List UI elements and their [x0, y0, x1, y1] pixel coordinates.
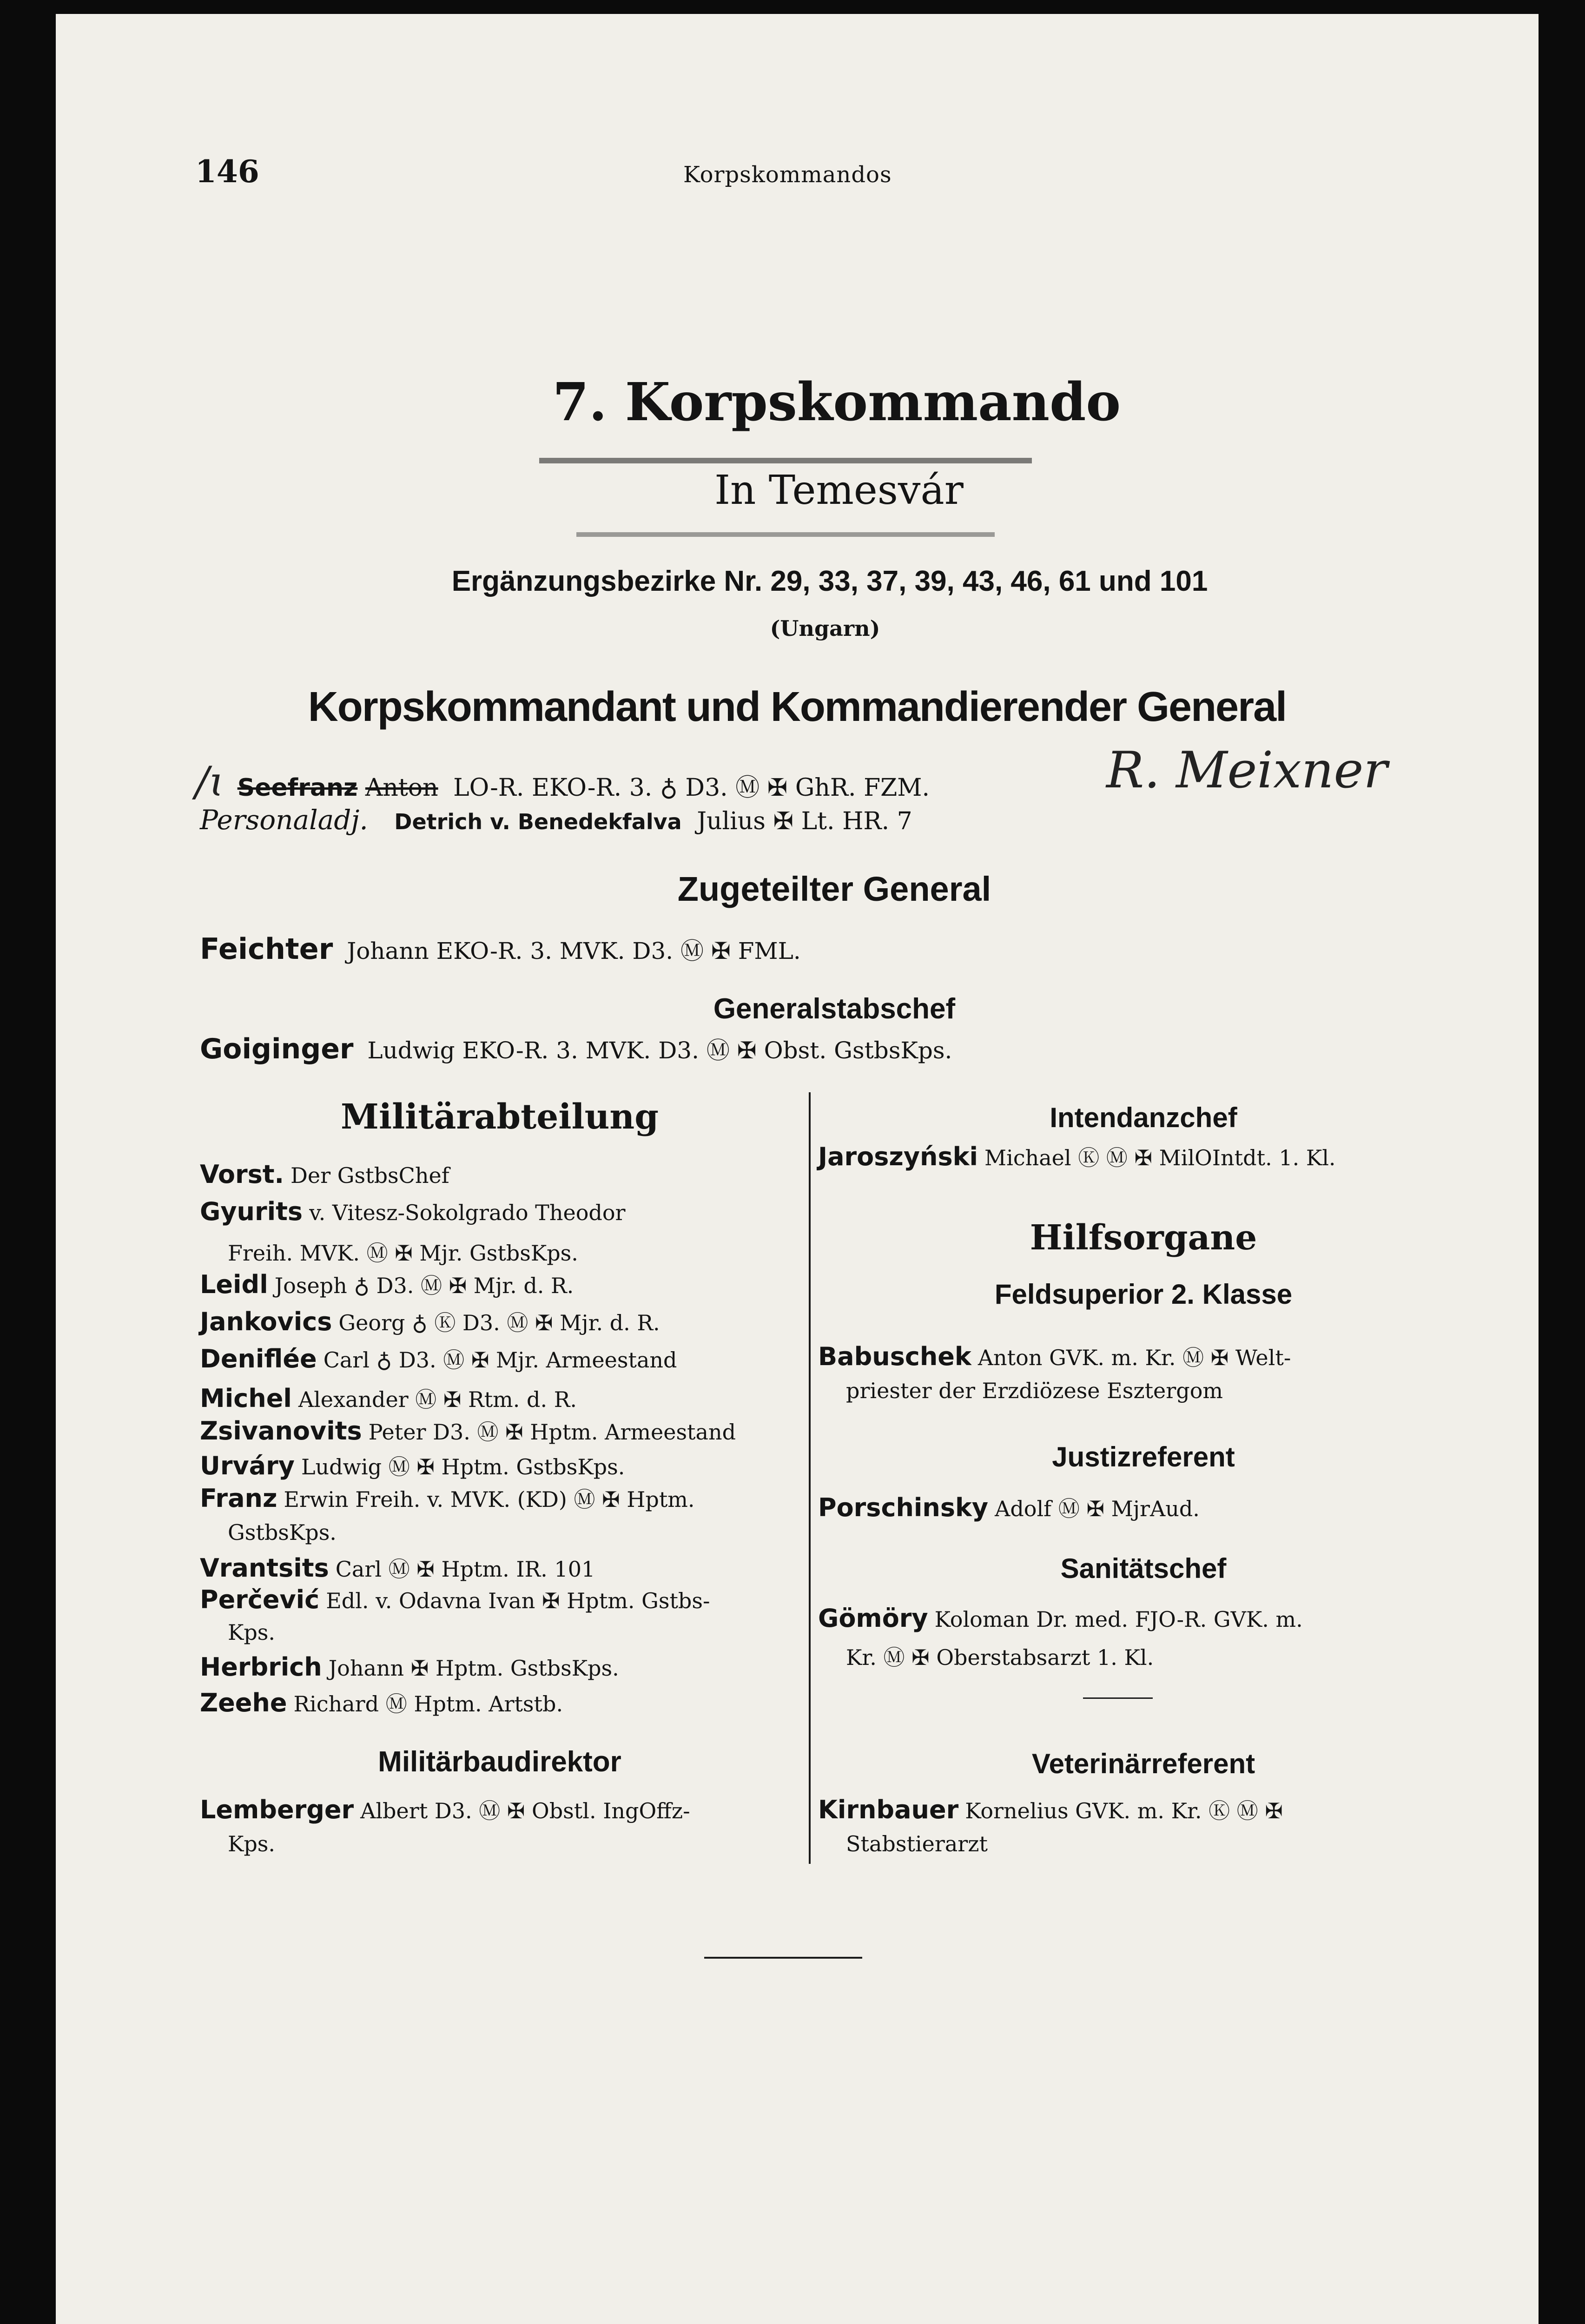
title-rule	[539, 458, 1032, 463]
list-item	[200, 1160, 449, 1189]
person-name: Leidl	[200, 1270, 268, 1299]
commander-heading: Korpskommandant und Kommandierender General	[308, 684, 1287, 730]
person-name: Franz	[200, 1484, 277, 1513]
list-item	[846, 1378, 1223, 1403]
document-page	[56, 14, 1539, 2324]
person-name: Perčević	[200, 1585, 320, 1614]
entry-details: Carl ♁ D3. Ⓜ ✠ Mjr. Armeestand	[323, 1347, 677, 1373]
person-name: Babuschek	[818, 1342, 971, 1371]
person-name: Vorst.	[200, 1160, 284, 1189]
adjutant-details: Julius ✠ Lt. HR. 7	[697, 807, 912, 835]
entry-details: Ludwig Ⓜ ✠ Hptm. GstbsKps.	[301, 1454, 625, 1479]
list-item	[228, 1520, 337, 1545]
list-item	[200, 1552, 595, 1583]
list-item	[200, 1483, 695, 1513]
page-number: 146	[195, 153, 259, 190]
entry-details: Koloman Dr. med. FJO-R. GVK. m.	[934, 1607, 1303, 1632]
left-column	[200, 1083, 799, 1882]
feldsuperior-heading: Feldsuperior 2. Klasse	[994, 1279, 1293, 1310]
list-item	[846, 1831, 988, 1856]
entry-details: Anton GVK. m. Kr. Ⓜ ✠ Welt-	[977, 1345, 1291, 1370]
entry-details: v. Vitesz-Sokolgrado Theodor	[309, 1200, 626, 1225]
entry-details: Freih. MVK. Ⓜ ✠ Mjr. GstbsKps.	[228, 1241, 578, 1266]
districts: Ergänzungsbezirke Nr. 29, 33, 37, 39, 43, 46, 61 und 101	[451, 565, 1208, 597]
entry-details: Kornelius GVK. m. Kr. Ⓚ Ⓜ ✠	[965, 1798, 1283, 1823]
assigned-details: Johann EKO-R. 3. MVK. D3. Ⓜ ✠ FML.	[347, 938, 801, 964]
entry-details: Kps.	[228, 1831, 276, 1856]
baudirektor-heading: Militärbaudirektor	[378, 1746, 621, 1778]
section-title: 7. Korpskommando	[552, 372, 1121, 433]
commander-name: Seefranz	[237, 774, 358, 802]
list-item	[200, 1585, 710, 1614]
commander-details: LO-R. EKO-R. 3. ♁ D3. Ⓜ ✠ GhR. FZM.	[453, 774, 930, 802]
militaerabteilung-heading: Militärabteilung	[341, 1097, 659, 1137]
entry-details: Michael Ⓚ Ⓜ ✠ MilOIntdt. 1. Kl.	[984, 1145, 1336, 1170]
list-item	[200, 1687, 563, 1718]
person-name: Deniflée	[200, 1344, 317, 1373]
justiz-heading: Justizreferent	[1052, 1441, 1235, 1472]
list-item	[818, 1341, 1291, 1372]
person-name: Zeehe	[200, 1688, 287, 1717]
person-name: Porschinsky	[818, 1493, 989, 1522]
assigned-name: Feichter	[200, 932, 333, 966]
short-rule	[1083, 1697, 1153, 1699]
list-item	[200, 1415, 736, 1446]
person-name: Zsivanovits	[200, 1416, 362, 1446]
list-item	[228, 1831, 275, 1856]
entry-details: Edl. v. Odavna Ivan ✠ Hptm. Gstbs-	[326, 1588, 710, 1613]
veterinaer-heading: Veterinärreferent	[1031, 1748, 1255, 1779]
entry-details: Albert D3. Ⓜ ✠ Obstl. IngOffz-	[360, 1798, 690, 1823]
entry-details: Georg ♁ Ⓚ D3. Ⓜ ✠ Mjr. d. R.	[338, 1310, 660, 1335]
adjutant-label: Personaladj.	[200, 804, 368, 836]
sanitaet-heading: Sanitätschef	[1060, 1553, 1227, 1584]
entry-details: priester der Erzdiözese Esztergom	[846, 1378, 1223, 1403]
right-column	[818, 1083, 1469, 1882]
staff-name: Goiginger	[200, 1033, 354, 1065]
list-item	[200, 1450, 625, 1481]
list-item	[228, 1620, 275, 1645]
person-name: Urváry	[200, 1451, 295, 1480]
list-item	[228, 1236, 578, 1267]
entry-details: Kps.	[228, 1620, 276, 1645]
entry-details: GstbsKps.	[228, 1520, 337, 1545]
country: (Ungarn)	[770, 616, 880, 641]
staff-heading: Generalstabschef	[713, 993, 956, 1025]
commander-line	[195, 758, 930, 805]
staff-details: Ludwig EKO-R. 3. MVK. D3. Ⓜ ✠ Obst. GstbsKps.	[367, 1037, 952, 1064]
list-item	[818, 1492, 1200, 1523]
entry-details: Kr. Ⓜ ✠ Oberstabsarzt 1. Kl.	[846, 1645, 1154, 1670]
person-name: Lemberger	[200, 1795, 354, 1824]
running-title: Korpskommandos	[683, 162, 892, 188]
entry-details: Joseph ♁ D3. Ⓜ ✠ Mjr. d. R.	[274, 1273, 574, 1298]
list-item	[818, 1141, 1336, 1172]
entry-details: Johann ✠ Hptm. GstbsKps.	[328, 1656, 619, 1681]
commander-given: Anton	[365, 774, 438, 802]
person-name: Vrantsits	[200, 1553, 329, 1583]
list-item	[200, 1306, 660, 1337]
bottom-rule	[704, 1957, 862, 1959]
intendanz-heading: Intendanzchef	[1050, 1102, 1237, 1133]
list-item	[200, 1269, 574, 1300]
adjutant-name: Detrich v. Benedekfalva	[394, 809, 682, 834]
handwritten-name: R. Meixner	[1106, 741, 1388, 799]
list-item	[200, 1383, 577, 1413]
location: In Temesvár	[714, 467, 964, 514]
list-item	[200, 1794, 690, 1825]
person-name: Gömöry	[818, 1604, 928, 1633]
location-rule	[576, 532, 995, 537]
assigned-heading: Zugeteilter General	[677, 870, 991, 908]
list-item	[846, 1641, 1154, 1671]
entry-details: Carl Ⓜ ✠ Hptm. IR. 101	[335, 1557, 595, 1582]
adjutant-line	[200, 804, 912, 836]
person-name: Jankovics	[200, 1307, 332, 1336]
staff-line	[200, 1032, 952, 1065]
entry-details: Peter D3. Ⓜ ✠ Hptm. Armeestand	[368, 1419, 736, 1445]
entry-details: Erwin Freih. v. MVK. (KD) Ⓜ ✠ Hptm.	[284, 1487, 695, 1512]
person-name: Michel	[200, 1384, 292, 1413]
entry-details: Adolf Ⓜ ✠ MjrAud.	[995, 1496, 1200, 1521]
person-name: Kirnbauer	[818, 1795, 959, 1824]
entry-details: Der GstbsChef	[291, 1163, 449, 1188]
entry-details: Alexander Ⓜ ✠ Rtm. d. R.	[298, 1387, 577, 1412]
person-name: Gyurits	[200, 1197, 303, 1226]
list-item	[818, 1794, 1283, 1825]
handwritten-mark: /ɩ	[195, 758, 225, 805]
column-divider	[809, 1092, 811, 1864]
person-name: Herbrich	[200, 1652, 322, 1682]
entry-details: Richard Ⓜ Hptm. Artstb.	[293, 1691, 563, 1717]
list-item	[818, 1604, 1303, 1633]
list-item	[200, 1197, 626, 1226]
hilfsorgane-heading: Hilfsorgane	[1030, 1218, 1257, 1258]
list-item	[200, 1343, 677, 1374]
person-name: Jaroszyński	[818, 1142, 978, 1171]
list-item	[200, 1652, 619, 1682]
assigned-line	[200, 932, 801, 966]
entry-details: Stabstierarzt	[846, 1831, 988, 1856]
